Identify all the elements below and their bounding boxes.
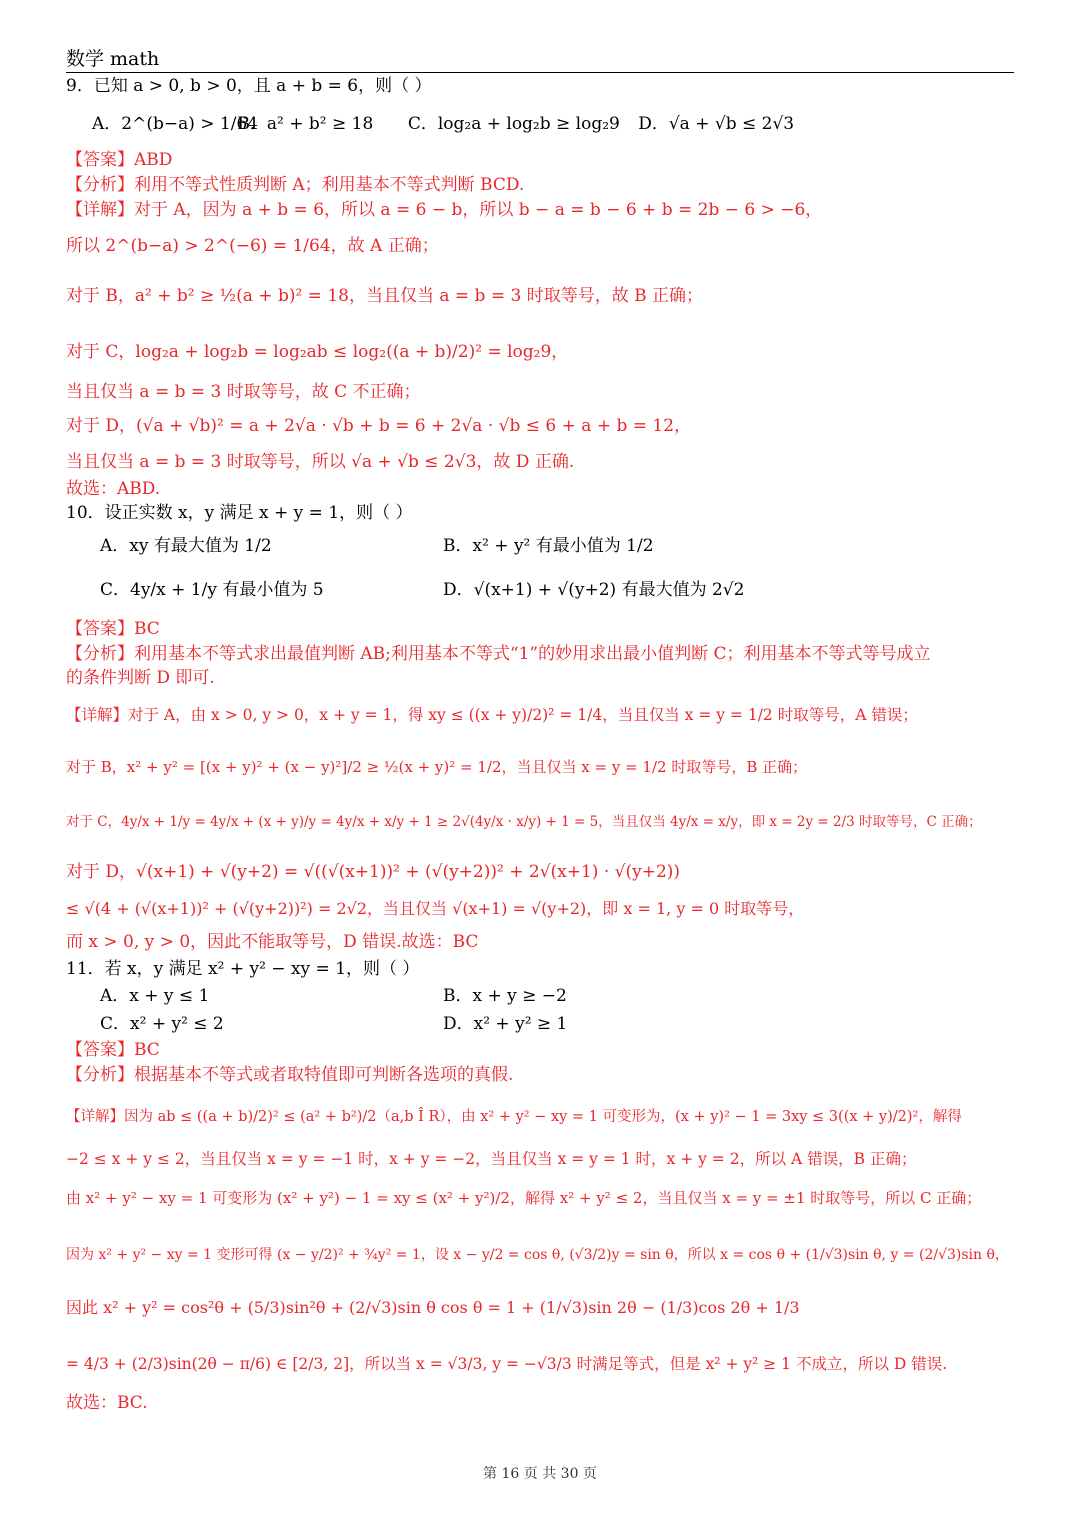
q9-detail-line: 当且仅当 a = b = 3 时取等号，故 C 不正确； [66, 382, 421, 402]
q10-option-b: B．x² + y² 有最小值为 1/2 [443, 536, 654, 556]
q11-answer: 【答案】BC [66, 1040, 160, 1060]
q11-detail-line: 因此 x² + y² = cos²θ + (5/3)sin²θ + (2/√3)sin θ cos θ = 1 + (1/√3)sin 2θ − (1/3)cos 2θ + 1/3 [66, 1298, 800, 1317]
q11-option-b: B．x + y ≥ −2 [443, 986, 567, 1006]
q11-detail-line: 因为 x² + y² − xy = 1 变形可得 (x − y/2)² + ¾y² = 1，设 x − y/2 = cos θ, (√3/2)y = sin θ，所以 x = cos θ + (1/√3)sin θ, y = (2/√3)sin θ， [66, 1247, 1009, 1263]
q10-option-a: A．xy 有最大值为 1/2 [100, 536, 272, 556]
q9-detail-line: 对于 C，log₂a + log₂b = log₂ab ≤ log₂((a + b)/2)² = log₂9， [66, 342, 569, 362]
q10-option-c: C．4y/x + 1/y 有最小值为 5 [100, 580, 324, 600]
q10-detail-line: ≤ √(4 + (√(x+1))² + (√(y+2))²) = 2√2，当且仅当 √(x+1) = √(y+2)，即 x = 1, y = 0 时取等号， [66, 899, 805, 918]
q9-option-c: C．log₂a + log₂b ≥ log₂9 [407, 114, 620, 134]
q9-answer: 【答案】ABD [66, 150, 173, 170]
q11-detail-line: 故选：BC. [66, 1393, 148, 1413]
q10-detail-line: 而 x > 0, y > 0，因此不能取等号，D 错误.故选：BC [66, 932, 479, 952]
q9-stem: 9．已知 a > 0, b > 0，且 a + b = 6，则（ ） [66, 76, 432, 96]
q9-detail-line: 【详解】对于 A，因为 a + b = 6，所以 a = 6 − b，所以 b − a = b − 6 + b = 2b − 6 > −6， [66, 200, 823, 220]
q10-analysis-line: 【分析】利用基本不等式求出最值判断 AB;利用基本不等式“1”的妙用求出最小值判断 C；利用基本不等式等号成立 [66, 644, 931, 664]
q9-option-b: B．a² + b² ≥ 18 [237, 114, 374, 134]
q11-stem: 11．若 x，y 满足 x² + y² − xy = 1，则（ ） [66, 959, 420, 979]
q10-detail-line: 对于 C，4y/x + 1/y = 4y/x + (x + y)/y = 4y/x + x/y + 1 ≥ 2√(4y/x · x/y) + 1 = 5，当且仅当 4y/x = x/y，即 x = 2y = 2/3 时取等号，C 正确； [66, 814, 982, 830]
q10-detail-line: 【详解】对于 A，由 x > 0, y > 0，x + y = 1，得 xy ≤ ((x + y)/2)² = 1/4，当且仅当 x = y = 1/2 时取等号，A 错误； [66, 706, 918, 724]
q11-detail-line: = 4/3 + (2/3)sin(2θ − π/6) ∈ [2/3, 2]，所以当 x = √3/3, y = −√3/3 时满足等式，但是 x² + y² ≥ 1 不成立，所以 D 错误. [66, 1355, 948, 1373]
q9-options-row [92, 112, 794, 136]
page-header [66, 42, 1014, 73]
q10-stem: 10．设正实数 x，y 满足 x + y = 1，则（ ） [66, 503, 413, 523]
q9-detail-line: 对于 B，a² + b² ≥ ½(a + b)² = 18，当且仅当 a = b = 3 时取等号，故 B 正确； [66, 286, 704, 306]
q9-option-d: D．√a + √b ≤ 2√3 [638, 114, 795, 134]
q9-detail-line: 当且仅当 a = b = 3 时取等号，所以 √a + √b ≤ 2√3，故 D 正确. [66, 452, 575, 472]
q10-detail-line: 对于 D，√(x+1) + √(y+2) = √((√(x+1))² + (√(y+2))² + 2√(x+1) · √(y+2)) [66, 862, 681, 882]
q9-option-a: A．2^(b−a) > 1/64 [92, 114, 259, 134]
q11-detail-line: −2 ≤ x + y ≤ 2，当且仅当 x = y = −1 时，x + y = −2，当且仅当 x = y = 1 时，x + y = 2，所以 A 错误，B 正确； [66, 1150, 917, 1168]
q11-option-a: A．x + y ≤ 1 [100, 986, 210, 1006]
q10-option-d: D．√(x+1) + √(y+2) 有最大值为 2√2 [443, 580, 745, 600]
q9-detail-line: 对于 D，(√a + √b)² = a + 2√a · √b + b = 6 + 2√a · √b ≤ 6 + a + b = 12， [66, 416, 692, 436]
q10-answer: 【答案】BC [66, 619, 160, 639]
q11-analysis: 【分析】根据基本不等式或者取特值即可判断各选项的真假. [66, 1065, 514, 1085]
q11-detail-line: 由 x² + y² − xy = 1 可变形为 (x² + y²) − 1 = xy ≤ (x² + y²)/2，解得 x² + y² ≤ 2，当且仅当 x = y = ±1 时取等号，所以 C 正确； [66, 1189, 982, 1207]
q11-option-c: C．x² + y² ≤ 2 [100, 1014, 224, 1034]
q11-option-d: D．x² + y² ≥ 1 [443, 1014, 568, 1034]
q10-detail-line: 对于 B，x² + y² = [(x + y)² + (x − y)²]/2 ≥ ½(x + y)² = 1/2，当且仅当 x = y = 1/2 时取等号，B 正确； [66, 758, 808, 776]
page-footer: 第 16 页 共 30 页 [483, 1466, 597, 1482]
q9-analysis: 【分析】利用不等式性质判断 A；利用基本不等式判断 BCD. [66, 175, 525, 195]
q10-analysis-line: 的条件判断 D 即可. [66, 668, 215, 688]
header-title: 数学 math [66, 48, 160, 70]
q11-detail-line: 【详解】因为 ab ≤ ((a + b)/2)² ≤ (a² + b²)/2（a,b Î R），由 x² + y² − xy = 1 可变形为，(x + y)² − 1 = 3xy ≤ 3((x + y)/2)²，解得 [66, 1109, 962, 1125]
q9-detail-line: 故选：ABD. [66, 479, 161, 499]
q9-detail-line: 所以 2^(b−a) > 2^(−6) = 1/64，故 A 正确； [66, 236, 439, 256]
